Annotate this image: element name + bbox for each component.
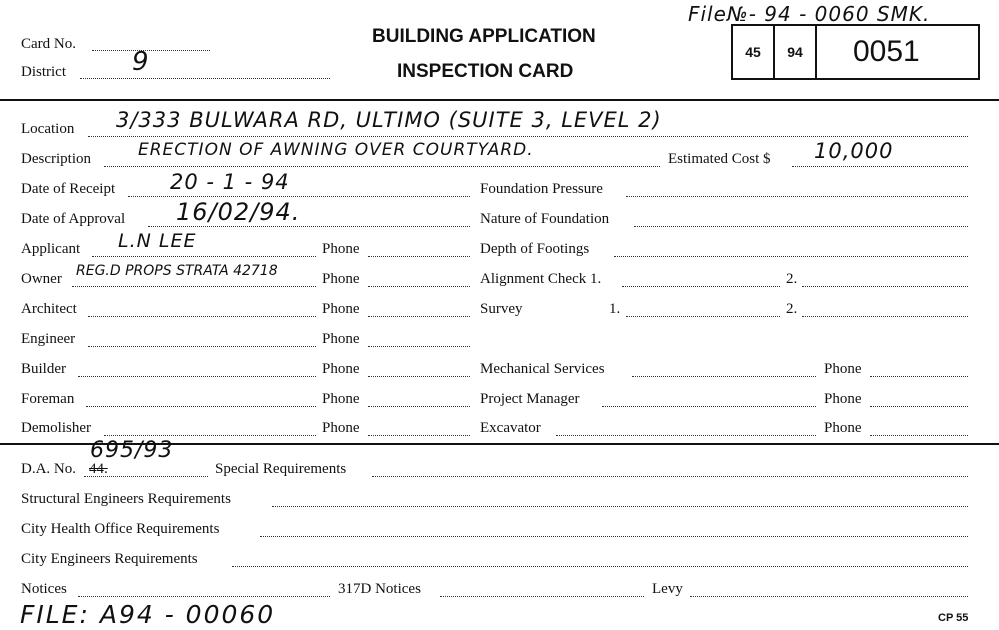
city-health-field [260, 536, 968, 537]
engineer-phone-field [368, 346, 470, 347]
city-engineers-label: City Engineers Requirements [21, 551, 198, 567]
district-label: District [21, 64, 66, 80]
district-value: 9 [132, 47, 150, 77]
project-manager-label: Project Manager [480, 391, 580, 407]
city-health-label: City Health Office Requirements [21, 521, 220, 537]
architect-phone-field [368, 316, 470, 317]
foundation-pressure-field [626, 196, 968, 197]
alignment-check-field2 [802, 286, 968, 287]
nature-of-foundation-label: Nature of Foundation [480, 211, 610, 227]
applicant-phone-field [368, 256, 470, 257]
notices-317d-label: 317D Notices [338, 581, 421, 597]
box-code2: 94 [775, 26, 817, 78]
demolisher-phone-label: Phone [322, 420, 360, 436]
levy-field [690, 596, 968, 597]
levy-label: Levy [652, 581, 683, 597]
special-requirements-label: Special Requirements [215, 461, 347, 477]
architect-label: Architect [21, 301, 77, 317]
file-note-top: File№- 94 - 0060 SMK. [688, 2, 931, 26]
demolisher-field [104, 435, 316, 436]
location-field [88, 136, 968, 137]
notices-label: Notices [21, 581, 67, 597]
builder-field [78, 376, 316, 377]
builder-label: Builder [21, 361, 66, 377]
engineer-label: Engineer [21, 331, 76, 347]
mechanical-services-phone-label: Phone [824, 361, 862, 377]
builder-phone-label: Phone [322, 361, 360, 377]
district-field [80, 78, 330, 79]
estimated-cost-label: Estimated Cost $ [668, 151, 771, 167]
da-no-value: 695/93 [90, 438, 174, 463]
owner-field [72, 286, 316, 287]
survey-2-label: 2. [786, 301, 798, 317]
estimated-cost-field [792, 166, 968, 167]
card-number-box [731, 24, 980, 80]
applicant-field [92, 256, 316, 257]
excavator-label: Excavator [480, 420, 541, 436]
applicant-phone-label: Phone [322, 241, 360, 257]
foreman-phone-field [368, 406, 470, 407]
architect-field [88, 316, 316, 317]
box-number: 0051 [853, 35, 920, 68]
owner-phone-label: Phone [322, 271, 360, 287]
card-no-field [92, 50, 210, 51]
estimated-cost-value: 10,000 [814, 139, 894, 163]
box-code1: 45 [733, 26, 775, 78]
notices-317d-field [440, 596, 644, 597]
structural-engineers-field [272, 506, 968, 507]
mechanical-services-label: Mechanical Services [480, 361, 605, 377]
foreman-phone-label: Phone [322, 391, 360, 407]
notices-field [78, 596, 330, 597]
engineer-phone-label: Phone [322, 331, 360, 347]
mechanical-services-phone-field [870, 376, 968, 377]
excavator-field [556, 435, 816, 436]
location-label: Location [21, 121, 75, 137]
excavator-phone-label: Phone [824, 420, 862, 436]
demolisher-label: Demolisher [21, 420, 91, 436]
builder-phone-field [368, 376, 470, 377]
survey-label: Survey [480, 301, 523, 317]
owner-phone-field [368, 286, 470, 287]
description-field [104, 166, 660, 167]
depth-of-footings-label: Depth of Footings [480, 241, 590, 257]
description-value: ERECTION OF AWNING OVER COURTYARD. [138, 140, 534, 160]
description-label: Description [21, 151, 91, 167]
date-of-approval-field [148, 226, 470, 227]
date-of-receipt-label: Date of Receipt [21, 181, 116, 197]
form-code: CP 55 [938, 612, 969, 624]
depth-of-footings-field [614, 256, 968, 257]
da-no-label: D.A. No. [21, 461, 76, 477]
location-value: 3/333 BULWARA RD, ULTIMO (SUITE 3, LEVEL 2) [116, 108, 662, 132]
nature-of-foundation-field [634, 226, 968, 227]
da-no-struck-value: 44. [89, 461, 108, 477]
header-divider [0, 99, 999, 101]
applicant-label: Applicant [21, 241, 81, 257]
city-engineers-field [232, 566, 968, 567]
date-of-receipt-value: 20 - 1 - 94 [170, 170, 290, 194]
applicant-value: L.N LEE [118, 230, 197, 252]
excavator-phone-field [870, 435, 968, 436]
survey-field1 [626, 316, 780, 317]
foreman-field [86, 406, 316, 407]
mechanical-services-field [632, 376, 816, 377]
alignment-check-2-label: 2. [786, 271, 798, 287]
alignment-check-field1 [622, 286, 780, 287]
file-note-bottom: FILE: A94 - 00060 [20, 600, 276, 629]
foreman-label: Foreman [21, 391, 75, 407]
title-line1: BUILDING APPLICATION [372, 26, 596, 47]
alignment-check-label: Alignment Check 1. [480, 271, 602, 287]
project-manager-phone-field [870, 406, 968, 407]
owner-label: Owner [21, 271, 62, 287]
project-manager-phone-label: Phone [824, 391, 862, 407]
date-of-receipt-field [128, 196, 470, 197]
owner-value: REG.D PROPS STRATA 42718 [76, 263, 278, 279]
foundation-pressure-label: Foundation Pressure [480, 181, 603, 197]
structural-engineers-label: Structural Engineers Requirements [21, 491, 231, 507]
demolisher-phone-field [368, 435, 470, 436]
date-of-approval-value: 16/02/94. [176, 198, 301, 226]
project-manager-field [602, 406, 816, 407]
date-of-approval-label: Date of Approval [21, 211, 126, 227]
survey-1-label: 1. [609, 301, 621, 317]
survey-field2 [802, 316, 968, 317]
architect-phone-label: Phone [322, 301, 360, 317]
card-no-label: Card No. [21, 36, 76, 52]
special-requirements-field [372, 476, 968, 477]
engineer-field [88, 346, 316, 347]
title-line2: INSPECTION CARD [397, 61, 574, 82]
